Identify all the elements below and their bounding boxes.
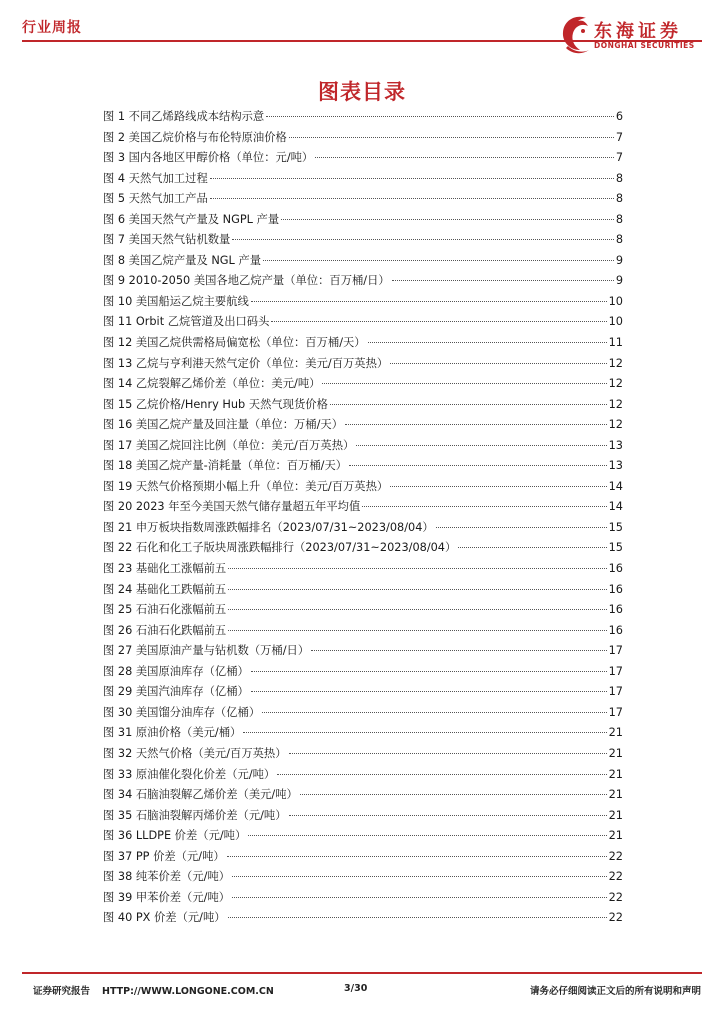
toc-entry-page: 9 [615, 274, 623, 288]
toc-dot-leader [232, 239, 613, 240]
toc-entry[interactable] [103, 600, 623, 621]
toc-entry-page: 21 [608, 726, 623, 740]
toc-entry-page: 11 [608, 336, 623, 350]
toc-entry[interactable] [103, 128, 623, 149]
toc-entry[interactable] [103, 169, 623, 190]
toc-entry-label: 图 3 国内各地区甲醇价格（单位：元/吨） [103, 151, 314, 165]
toc-entry[interactable] [103, 518, 623, 539]
toc-entry-page: 10 [608, 315, 623, 329]
toc-dot-leader [289, 753, 607, 754]
toc-entry-label: 图 25 石油石化涨幅前五 [103, 603, 227, 617]
toc-dot-leader [228, 917, 607, 918]
dragon-logo-icon [556, 12, 594, 58]
toc-entry-page: 17 [608, 685, 623, 699]
toc-entry-label: 图 36 LLDPE 价差（元/吨） [103, 829, 247, 843]
toc-entry[interactable] [103, 641, 623, 662]
toc-dot-leader [345, 424, 607, 425]
page-number: 3/30 [344, 983, 368, 994]
toc-dot-leader [232, 876, 607, 877]
toc-dot-leader [266, 116, 614, 117]
toc-dot-leader [227, 856, 607, 857]
toc-entry-page: 12 [608, 397, 623, 411]
toc-entry-page: 15 [608, 541, 623, 555]
toc-entry-label: 图 13 乙烷与亨利港天然气定价（单位：美元/百万英热） [103, 356, 389, 370]
toc-entry-label: 图 40 PX 价差（元/吨） [103, 911, 226, 925]
toc-entry-page: 15 [608, 520, 623, 534]
logo-english-name: DONGHAI SECURITIES [594, 41, 695, 50]
toc-dot-leader [349, 465, 607, 466]
toc-entry-label: 图 26 石油石化跌幅前五 [103, 623, 227, 637]
toc-dot-leader [251, 301, 607, 302]
toc-entry[interactable] [103, 436, 623, 457]
toc-entry[interactable] [103, 723, 623, 744]
toc-entry-label: 图 37 PP 价差（元/吨） [103, 849, 225, 863]
toc-entry-page: 21 [608, 788, 623, 802]
toc-entry-page: 12 [608, 356, 623, 370]
toc-entry-page: 7 [615, 130, 623, 144]
toc-entry[interactable] [103, 908, 623, 929]
toc-dot-leader [289, 815, 607, 816]
toc-entry-page: 7 [615, 151, 623, 165]
toc-entry[interactable] [103, 538, 623, 559]
toc-entry[interactable] [103, 477, 623, 498]
toc-entry-label: 图 24 基础化工跌幅前五 [103, 582, 227, 596]
toc-entry-label: 图 18 美国乙烷产量-消耗量（单位：百万桶/天） [103, 459, 348, 473]
toc-entry-label: 图 6 美国天然气产量及 NGPL 产量 [103, 212, 280, 226]
toc-entry-page: 8 [615, 233, 623, 247]
toc-entry-page: 10 [608, 294, 623, 308]
toc-entry[interactable] [103, 333, 623, 354]
toc-dot-leader [300, 794, 607, 795]
toc-entry[interactable] [103, 497, 623, 518]
toc-entry-page: 16 [608, 582, 623, 596]
toc-entry[interactable] [103, 251, 623, 272]
toc-dot-leader [228, 568, 606, 569]
toc-entry-page: 22 [608, 870, 623, 884]
toc-entry[interactable] [103, 456, 623, 477]
toc-entry-label: 图 10 美国船运乙烷主要航线 [103, 294, 249, 308]
toc-entry-label: 图 5 天然气加工产品 [103, 192, 208, 206]
toc-entry-page: 16 [608, 603, 623, 617]
toc-dot-leader [368, 342, 607, 343]
footer-left [33, 983, 274, 997]
toc-entry-label: 图 2 美国乙烷价格与布伦特原油价格 [103, 130, 287, 144]
toc-entry-label: 图 12 美国乙烷供需格局偏宽松（单位：百万桶/天） [103, 336, 366, 350]
toc-dot-leader [262, 712, 607, 713]
toc-entry-label: 图 30 美国馏分油库存（亿桶） [103, 705, 261, 719]
toc-dot-leader [390, 486, 606, 487]
toc-entry-page: 12 [608, 418, 623, 432]
toc-dot-leader [263, 260, 614, 261]
toc-entry-label: 图 32 天然气价格（美元/百万英热） [103, 746, 287, 760]
toc-dot-leader [390, 363, 606, 364]
toc-dot-leader [251, 691, 607, 692]
toc-entry-page: 21 [608, 808, 623, 822]
toc-entry[interactable] [103, 662, 623, 683]
toc-entry[interactable] [103, 847, 623, 868]
footer-doc-type: 证券研究报告 [33, 986, 91, 997]
toc-entry-label: 图 34 石脑油裂解乙烯价差（美元/吨） [103, 788, 298, 802]
toc-entry-label: 图 9 2010-2050 美国各地乙烷产量（单位：百万桶/日） [103, 274, 390, 288]
logo-chinese-name: 东海证券 [594, 21, 682, 42]
toc-entry-label: 图 23 基础化工涨幅前五 [103, 562, 227, 576]
toc-entry-label: 图 31 原油价格（美元/桶） [103, 726, 242, 740]
toc-dot-leader [243, 732, 606, 733]
toc-entry[interactable] [103, 354, 623, 375]
toc-entry-page: 12 [608, 377, 623, 391]
toc-entry-label: 图 33 原油催化裂化价差（元/吨） [103, 767, 276, 781]
toc-entry[interactable] [103, 415, 623, 436]
toc-entry-label: 图 16 美国乙烷产量及回注量（单位：万桶/天） [103, 418, 344, 432]
figure-toc-list [103, 107, 623, 929]
toc-dot-leader [271, 321, 606, 322]
toc-entry-page: 14 [608, 500, 623, 514]
toc-entry[interactable] [103, 189, 623, 210]
toc-entry[interactable] [103, 230, 623, 251]
toc-entry-label: 图 29 美国汽油库存（亿桶） [103, 685, 249, 699]
toc-entry-label: 图 7 美国天然气钻机数量 [103, 233, 231, 247]
toc-entry-page: 16 [608, 623, 623, 637]
toc-entry-page: 22 [608, 849, 623, 863]
toc-entry-page: 21 [608, 767, 623, 781]
footer-website-link[interactable]: HTTP://WWW.LONGONE.COM.CN [102, 986, 274, 997]
toc-entry[interactable] [103, 148, 623, 169]
toc-entry-label: 图 21 申万板块指数周涨跌幅排名（2023/07/31~2023/08/04） [103, 520, 434, 534]
toc-entry[interactable] [103, 785, 623, 806]
toc-entry-page: 17 [608, 664, 623, 678]
toc-dot-leader [311, 650, 607, 651]
toc-dot-leader [289, 137, 614, 138]
toc-dot-leader [232, 897, 607, 898]
toc-entry-page: 13 [608, 438, 623, 452]
toc-entry-label: 图 11 Orbit 乙烷管道及出口码头 [103, 315, 270, 329]
toc-entry[interactable] [103, 374, 623, 395]
toc-entry-label: 图 8 美国乙烷产量及 NGL 产量 [103, 253, 262, 267]
toc-entry-label: 图 27 美国原油产量与钻机数（万桶/日） [103, 644, 310, 658]
toc-entry[interactable] [103, 580, 623, 601]
toc-entry[interactable] [103, 621, 623, 642]
toc-entry-page: 9 [615, 253, 623, 267]
toc-dot-leader [248, 835, 606, 836]
toc-dot-leader [315, 157, 614, 158]
toc-entry[interactable] [103, 682, 623, 703]
toc-entry[interactable] [103, 744, 623, 765]
toc-entry-page: 13 [608, 459, 623, 473]
toc-dot-leader [458, 547, 606, 548]
toc-dot-leader [210, 178, 614, 179]
toc-entry-label: 图 1 不同乙烯路线成本结构示意 [103, 110, 265, 123]
report-type-label: 行业周报 [22, 20, 82, 36]
toc-entry[interactable] [103, 806, 623, 827]
footer-divider [22, 972, 702, 974]
toc-entry-page: 22 [608, 911, 623, 925]
toc-entry-page: 17 [608, 644, 623, 658]
toc-title: 图表目录 [318, 80, 406, 104]
toc-entry-page: 14 [608, 479, 623, 493]
toc-dot-leader [228, 609, 606, 610]
toc-entry-label: 图 15 乙烷价格/Henry Hub 天然气现货价格 [103, 397, 328, 411]
toc-entry[interactable] [103, 765, 623, 786]
toc-entry-label: 图 20 2023 年至今美国天然气储存量超五年平均值 [103, 500, 361, 514]
toc-entry-label: 图 14 乙烷裂解乙烯价差（单位：美元/吨） [103, 377, 321, 391]
toc-entry-label: 图 19 天然气价格预期小幅上升（单位：美元/百万英热） [103, 479, 389, 493]
toc-entry[interactable] [103, 312, 623, 333]
toc-entry-label: 图 38 纯苯价差（元/吨） [103, 870, 231, 884]
toc-dot-leader [392, 280, 614, 281]
toc-entry[interactable] [103, 826, 623, 847]
toc-entry-label: 图 39 甲苯价差（元/吨） [103, 890, 231, 904]
toc-entry[interactable] [103, 395, 623, 416]
toc-dot-leader [330, 404, 607, 405]
toc-entry[interactable] [103, 559, 623, 580]
toc-dot-leader [362, 506, 606, 507]
toc-entry-page: 17 [608, 705, 623, 719]
toc-dot-leader [281, 219, 614, 220]
toc-dot-leader [322, 383, 606, 384]
toc-entry-page: 8 [615, 212, 623, 226]
toc-entry-page: 21 [608, 829, 623, 843]
toc-entry-label: 图 22 石化和化工子版块周涨跌幅排行（2023/07/31~2023/08/04） [103, 541, 457, 555]
toc-dot-leader [277, 774, 606, 775]
toc-entry[interactable] [103, 107, 623, 128]
company-logo [556, 12, 706, 58]
toc-entry-page: 8 [615, 192, 623, 206]
toc-entry[interactable] [103, 867, 623, 888]
toc-entry-page: 22 [608, 890, 623, 904]
toc-dot-leader [436, 527, 607, 528]
toc-entry[interactable] [103, 271, 623, 292]
toc-entry[interactable] [103, 703, 623, 724]
footer-disclaimer: 请务必仔细阅读正文后的所有说明和声明 [529, 986, 701, 997]
toc-dot-leader [228, 589, 606, 590]
toc-entry-page: 21 [608, 746, 623, 760]
toc-entry-label: 图 35 石脑油裂解丙烯价差（元/吨） [103, 808, 287, 822]
toc-dot-leader [251, 671, 607, 672]
toc-entry[interactable] [103, 888, 623, 909]
toc-entry-label: 图 28 美国原油库存（亿桶） [103, 664, 249, 678]
toc-dot-leader [356, 445, 606, 446]
toc-entry-label: 图 17 美国乙烷回注比例（单位：美元/百万英热） [103, 438, 355, 452]
toc-entry-label: 图 4 天然气加工过程 [103, 171, 208, 185]
toc-dot-leader [210, 198, 614, 199]
toc-entry-page: 6 [615, 110, 623, 123]
toc-entry-page: 8 [615, 171, 623, 185]
toc-entry-page: 16 [608, 562, 623, 576]
toc-entry[interactable] [103, 292, 623, 313]
toc-entry[interactable] [103, 210, 623, 231]
toc-dot-leader [228, 630, 606, 631]
